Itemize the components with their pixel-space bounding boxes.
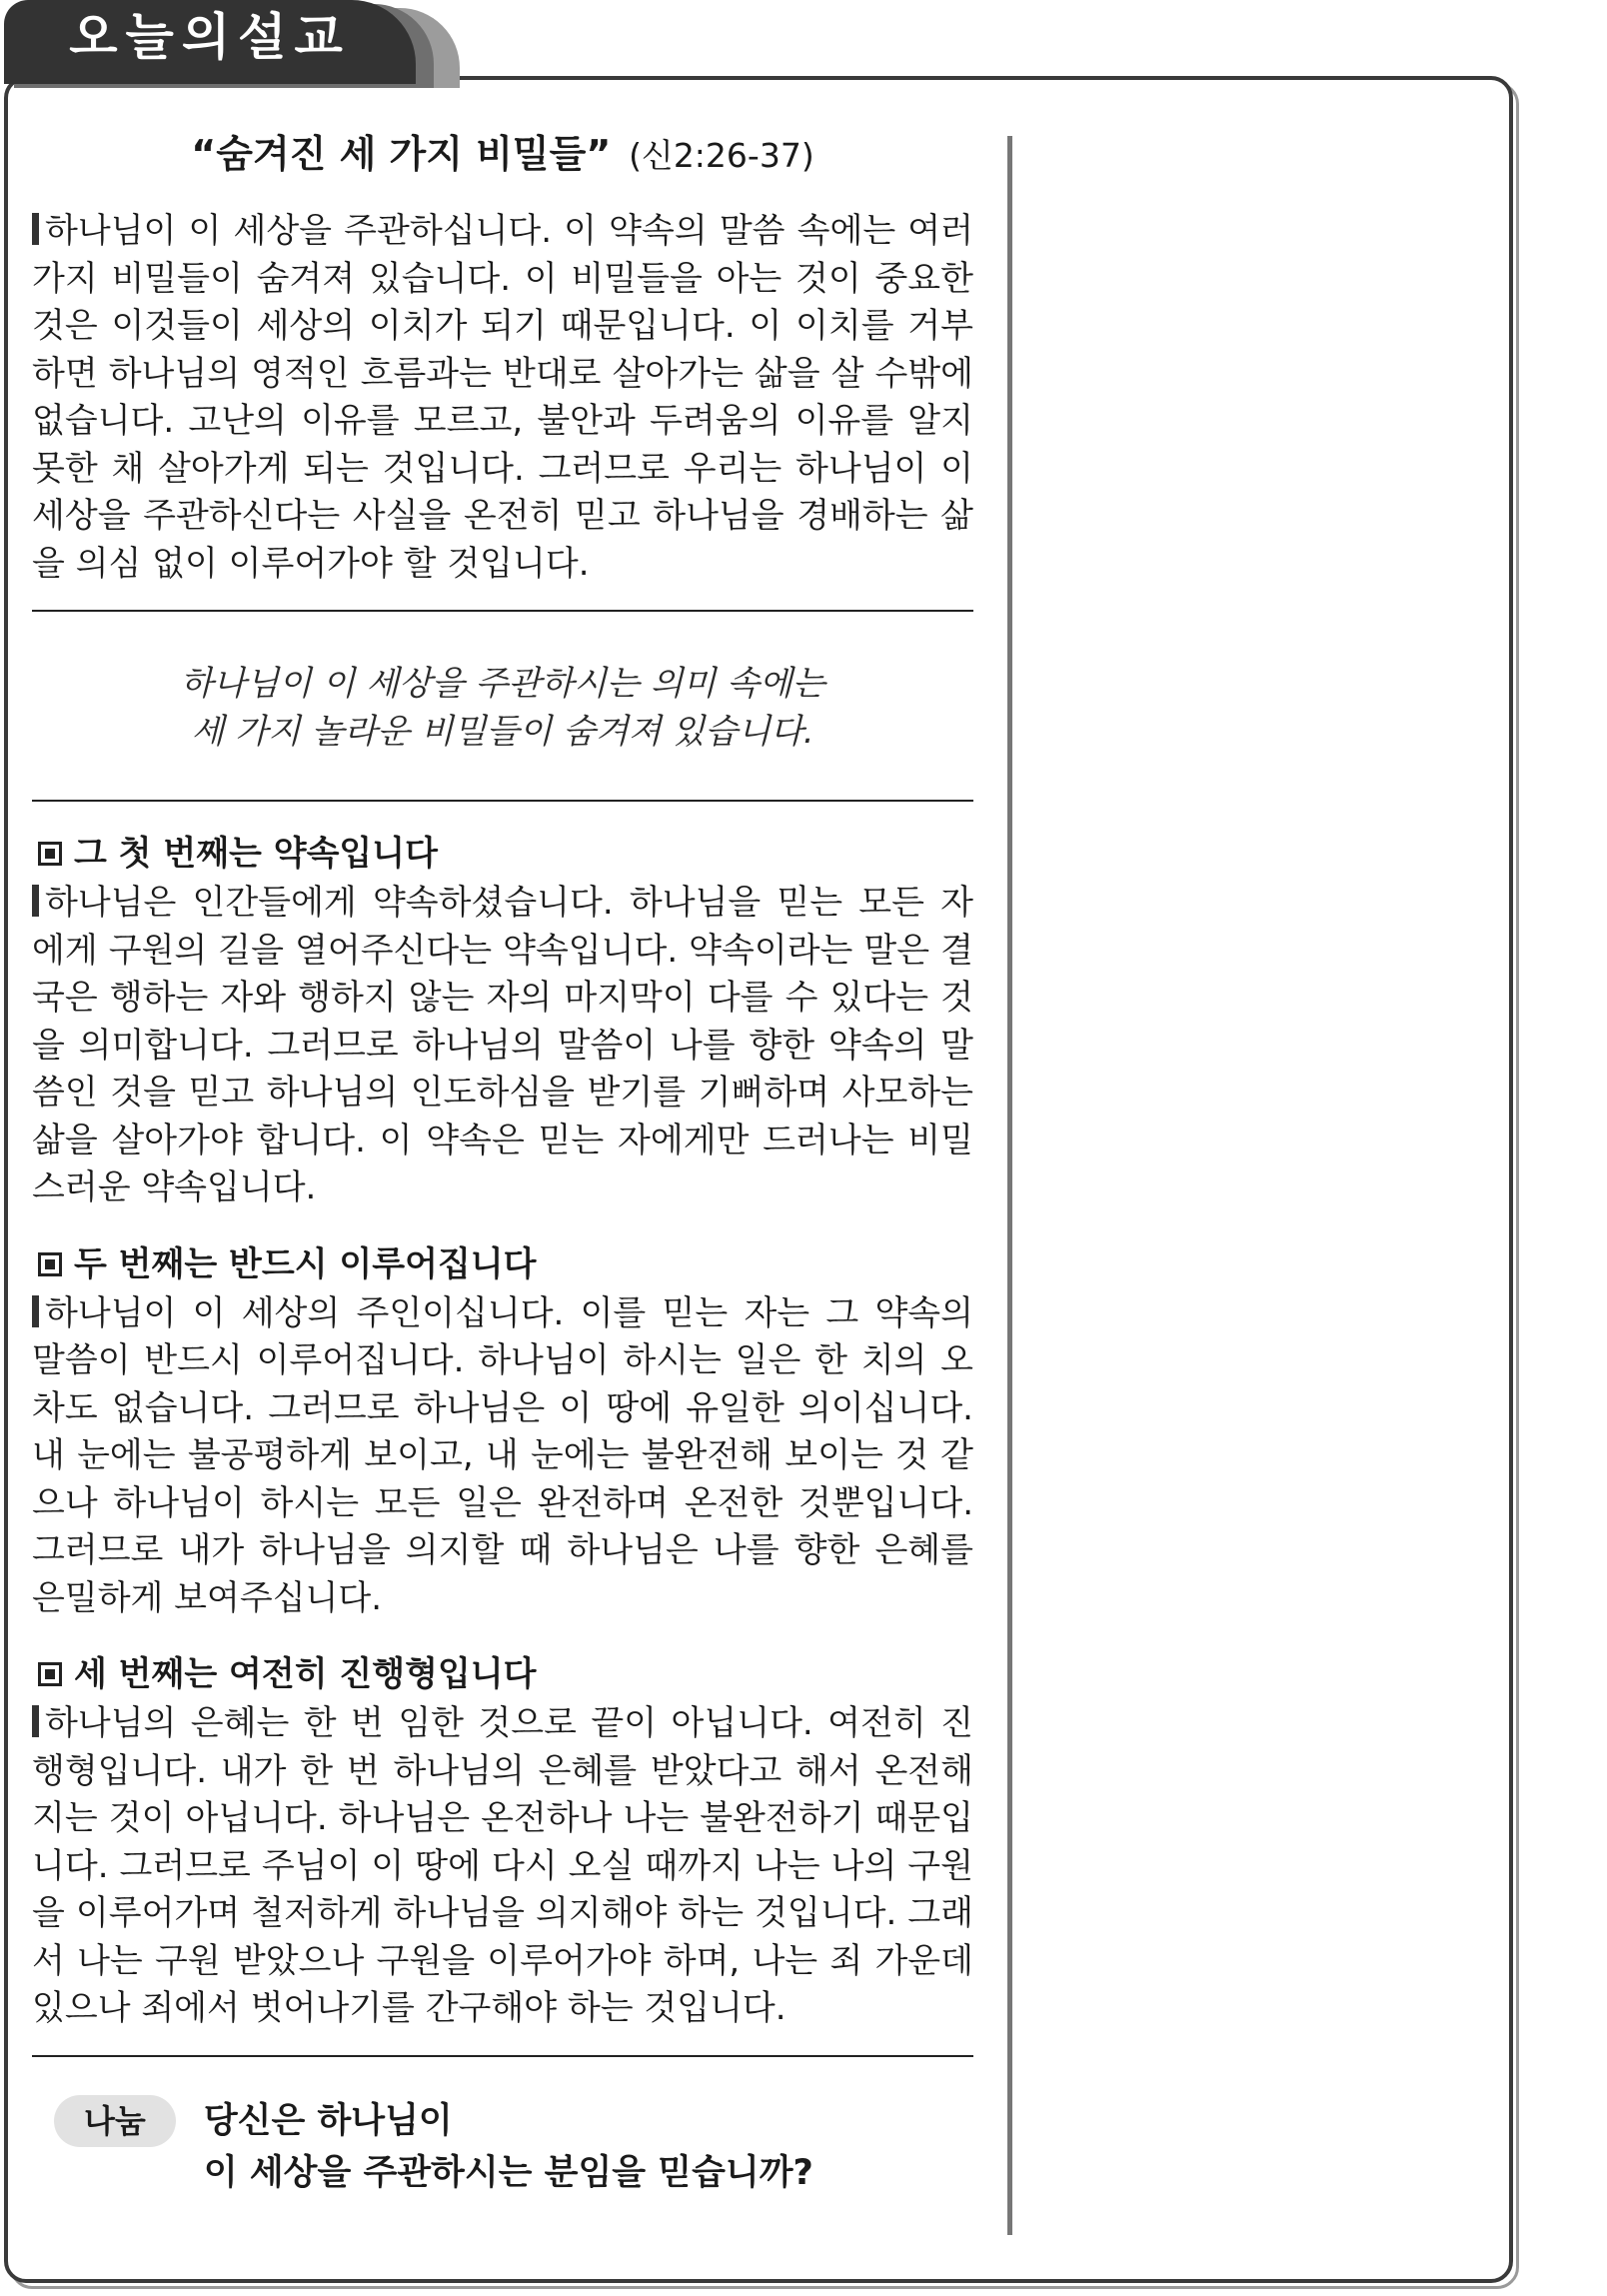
share-line-1: 당신은 하나님이 [203, 2100, 453, 2141]
share-section [54, 2095, 973, 2199]
section-body-2 [32, 1290, 973, 1623]
header-tab [4, 0, 416, 84]
key-quote [32, 612, 973, 800]
divider-bottom [32, 2055, 973, 2057]
section-body-text: 하나님의 은혜는 한 번 임한 것으로 끝이 아닙니다. 여전히 진행형입니다. 내가 한 번 하나님의 은혜를 받았다고 해서 온전해지는 것이 아닙니다. 하나님은 온전하나 나는 불완전하기 때문입니다. 그러므로 주님이 이 땅에 다시 오실 때까지 나는 나의 구원을 이루어가며 철저하게 하나님을 의지해야 하는 것입니다. 그래서 나는 구원 받았으나 구원을 이루어가야 하며, 나는 죄 가운데 있으나 죄에서 벗어나기를 간구해야 하는 것입니다. [32, 1703, 973, 2028]
section-heading-3 [32, 1650, 973, 1698]
section-heading-text: 세 번째는 여전히 진행형입니다 [74, 1654, 537, 1694]
sermon-reference: (신2:26-37) [629, 136, 814, 175]
square-bullet-icon [38, 1252, 62, 1276]
section-body-text: 하나님은 인간들에게 약속하셨습니다. 하나님을 믿는 모든 자에게 구원의 길을 열어주신다는 약속입니다. 약속이라는 말은 결국은 행하는 자와 행하지 않는 자의 마지막이 다를 수 있다는 것을 의미합니다. 그러므로 하나님의 말씀이 나를 향한 약속의 말씀인 것을 믿고 하나님의 인도하심을 받기를 기뻐하며 사모하는 삶을 살아가야 합니다. 이 약속은 믿는 자에게만 드러나는 비밀스러운 약속입니다. [32, 883, 973, 1207]
section-heading-2 [32, 1240, 973, 1288]
section-body-text: 하나님이 이 세상의 주인이십니다. 이를 믿는 자는 그 약속의 말씀이 반드시 이루어집니다. 하나님이 하시는 일은 한 치의 오차도 없습니다. 그러므로 하나님은 이 땅에 유일한 의이십니다. 내 눈에는 불공평하게 보이고, 내 눈에는 불완전해 보이는 것 같으나 하나님이 하시는 모든 일은 완전하며 온전한 것뿐입니다. 그러므로 내가 하나님을 의지할 때 하나님은 나를 향한 은혜를 은밀하게 보여주십니다. [32, 1292, 973, 1618]
section-heading-text: 두 번째는 반드시 이루어집니다 [74, 1243, 537, 1284]
paragraph-bar-icon [32, 885, 39, 917]
square-bullet-icon [38, 1662, 62, 1686]
quote-line-2: 세 가지 놀라운 비밀들이 숨겨져 있습니다. [191, 712, 814, 752]
column-divider [1007, 136, 1012, 2235]
paragraph-bar-icon [32, 1295, 39, 1327]
sermon-column [32, 128, 973, 2199]
sermon-title-row [32, 128, 973, 182]
square-bullet-icon [38, 842, 62, 866]
share-question [204, 2095, 813, 2199]
section-heading-text: 그 첫 번째는 약속입니다 [74, 834, 438, 874]
paragraph-bar-icon [32, 1705, 39, 1737]
quote-line-1: 하나님이 이 세상을 주관하시는 의미 속에는 [180, 664, 825, 704]
intro-text: 하나님이 이 세상을 주관하십니다. 이 약속의 말씀 속에는 여러 가지 비밀들이 숨겨져 있습니다. 이 비밀들을 아는 것이 중요한 것은 이것들이 세상의 이치가 되기 때문입니다. 이 이치를 거부하면 하나님의 영적인 흐름과는 반대로 살아가는 삶을 살 수밖에 없습니다. 고난의 이유를 모르고, 불안과 두려움의 이유를 알지 못한 채 살아가게 되는 것입니다. 그러므로 우리는 하나님이 이 세상을 주관하신다는 사실을 온전히 믿고 하나님을 경배하는 삶을 의심 없이 이루어가야 할 것입니다. [32, 211, 973, 584]
section-heading-1 [32, 830, 973, 878]
header-tab-title: 오늘의설교 [69, 8, 351, 66]
section-body-1 [32, 880, 973, 1212]
paragraph-bar-icon [32, 213, 39, 245]
intro-paragraph [32, 208, 973, 588]
section-body-3 [32, 1700, 973, 2033]
divider-mid [32, 800, 973, 802]
share-line-2: 이 세상을 주관하시는 분임을 믿습니까? [203, 2152, 813, 2193]
sermon-title: “숨겨진 세 가지 비밀들” [191, 132, 612, 176]
share-badge: 나눔 [54, 2095, 176, 2147]
